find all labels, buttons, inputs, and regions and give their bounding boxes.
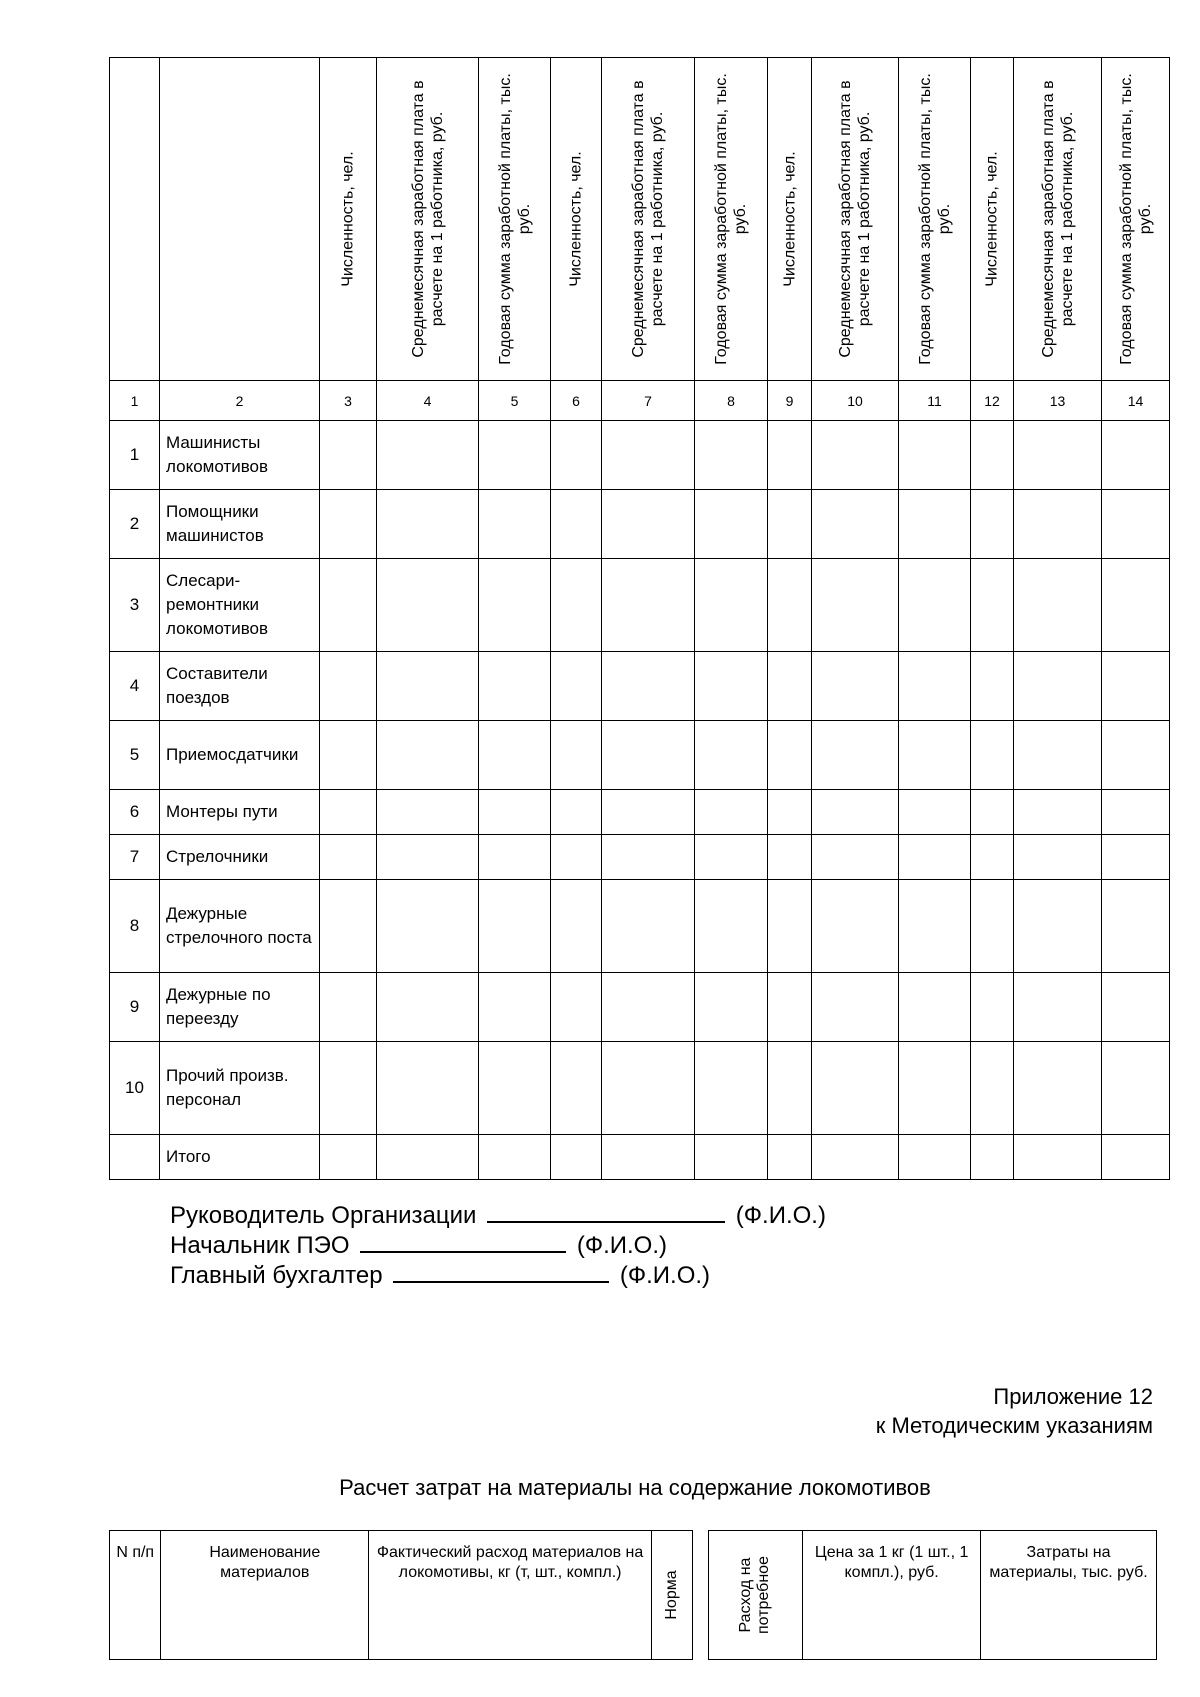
data-cell [768, 421, 812, 490]
data-cell [377, 1135, 479, 1180]
data-cell [479, 973, 551, 1042]
data-cell [1102, 490, 1170, 559]
header-cell-avg-salary: Среднемесячная заработная плата в расчете на 1 работника, руб. [1014, 58, 1102, 381]
data-cell [899, 721, 971, 790]
data-cell [768, 652, 812, 721]
row-number: 9 [110, 973, 160, 1042]
section-title: Расчет затрат на материалы на содержание локомотивов [339, 1475, 931, 1500]
column-number: 1 [110, 381, 160, 421]
data-cell [602, 652, 695, 721]
header-cell-material-cost: Затраты на материалы, тыс. руб. [981, 1531, 1157, 1660]
data-cell [602, 790, 695, 835]
data-cell [320, 1135, 377, 1180]
data-cell [695, 652, 768, 721]
table-row [110, 973, 1170, 1042]
table-row [110, 559, 1170, 652]
signature-label: Начальник ПЭО [170, 1232, 350, 1259]
row-number: 5 [110, 721, 160, 790]
data-cell [768, 835, 812, 880]
materials-cost-table [109, 1530, 1157, 1660]
data-cell [602, 490, 695, 559]
data-cell [320, 835, 377, 880]
column-number: 12 [971, 381, 1014, 421]
column-number: 13 [1014, 381, 1102, 421]
signature-block [170, 1201, 826, 1291]
data-cell [1102, 559, 1170, 652]
column-number: 7 [602, 381, 695, 421]
data-cell [695, 1135, 768, 1180]
header-gap [693, 1531, 708, 1660]
data-cell [695, 973, 768, 1042]
signature-blank [393, 1261, 609, 1283]
data-cell [1102, 421, 1170, 490]
row-name: Монтеры пути [160, 790, 320, 835]
data-cell [551, 559, 602, 652]
header-cell-annual-salary: Годовая сумма заработной платы, тыс. руб. [695, 58, 768, 381]
data-cell [971, 1042, 1014, 1135]
signature-suffix: (Ф.И.О.) [619, 1262, 711, 1289]
header-cell-number: N п/п [110, 1531, 161, 1660]
data-cell [551, 1135, 602, 1180]
signature-label: Главный бухгалтер [170, 1262, 383, 1289]
data-cell [695, 490, 768, 559]
data-cell [602, 973, 695, 1042]
data-cell [899, 835, 971, 880]
row-name: Слесари-ремонтники локомотивов [160, 559, 320, 652]
data-cell [971, 790, 1014, 835]
data-cell [602, 559, 695, 652]
data-cell [812, 721, 899, 790]
row-name: Машинисты локомотивов [160, 421, 320, 490]
row-number: 1 [110, 421, 160, 490]
column-number: 9 [768, 381, 812, 421]
column-number: 14 [1102, 381, 1170, 421]
data-cell [1014, 1042, 1102, 1135]
row-number: 7 [110, 835, 160, 880]
data-cell [320, 652, 377, 721]
signature-line-accountant [170, 1261, 826, 1291]
data-cell [812, 421, 899, 490]
data-cell [768, 1042, 812, 1135]
table-row [110, 790, 1170, 835]
header-cell-actual-consumption: Фактический расход материалов на локомотивы, кг (т, шт., компл.) [369, 1531, 652, 1660]
row-number: 6 [110, 790, 160, 835]
data-cell [812, 880, 899, 973]
row-name: Помощники машинистов [160, 490, 320, 559]
appendix-label [876, 1382, 1153, 1440]
data-cell [1102, 1135, 1170, 1180]
table-row [110, 835, 1170, 880]
data-cell [971, 973, 1014, 1042]
data-cell [479, 490, 551, 559]
data-cell [551, 721, 602, 790]
data-cell [768, 1135, 812, 1180]
data-cell [899, 973, 971, 1042]
data-cell [1014, 880, 1102, 973]
data-cell [899, 790, 971, 835]
data-cell [551, 880, 602, 973]
data-cell [479, 559, 551, 652]
header-cell-avg-salary: Среднемесячная заработная плата в расчете на 1 работника, руб. [812, 58, 899, 381]
data-cell [695, 790, 768, 835]
data-cell [1014, 652, 1102, 721]
data-cell [768, 721, 812, 790]
data-cell [812, 1135, 899, 1180]
data-cell [1102, 973, 1170, 1042]
data-cell [1102, 835, 1170, 880]
data-cell [1014, 721, 1102, 790]
data-cell [899, 1135, 971, 1180]
appendix-reference: к Методическим указаниям [875, 1413, 1153, 1438]
data-cell [377, 1042, 479, 1135]
data-cell [812, 790, 899, 835]
data-cell [768, 973, 812, 1042]
data-cell [971, 652, 1014, 721]
header-row [110, 1531, 1157, 1660]
data-cell [695, 835, 768, 880]
data-cell [812, 490, 899, 559]
data-cell [320, 490, 377, 559]
signature-line-peo [170, 1231, 826, 1261]
data-cell [479, 835, 551, 880]
header-cell [160, 58, 320, 381]
data-cell [1102, 880, 1170, 973]
data-cell [812, 652, 899, 721]
data-cell [971, 721, 1014, 790]
header-cell [110, 58, 160, 381]
data-cell [551, 1042, 602, 1135]
signature-blank [487, 1201, 725, 1223]
row-number: 2 [110, 490, 160, 559]
data-cell [1102, 1042, 1170, 1135]
data-cell [1102, 652, 1170, 721]
row-name: Стрелочники [160, 835, 320, 880]
header-cell-norm: Норма [652, 1531, 693, 1660]
data-cell [479, 1042, 551, 1135]
data-cell [1102, 790, 1170, 835]
data-cell [320, 721, 377, 790]
header-cell-avg-salary: Среднемесячная заработная плата в расчете на 1 работника, руб. [377, 58, 479, 381]
data-cell [479, 880, 551, 973]
data-cell [320, 421, 377, 490]
data-cell [768, 559, 812, 652]
data-cell [899, 880, 971, 973]
data-cell [377, 721, 479, 790]
data-cell [551, 973, 602, 1042]
data-cell [602, 1042, 695, 1135]
data-cell [812, 559, 899, 652]
header-cell-annual-salary: Годовая сумма заработной платы, тыс. руб. [899, 58, 971, 381]
row-number: 10 [110, 1042, 160, 1135]
data-cell [1014, 559, 1102, 652]
data-cell [320, 973, 377, 1042]
data-cell [602, 421, 695, 490]
data-cell [695, 721, 768, 790]
data-cell [812, 973, 899, 1042]
data-cell [695, 421, 768, 490]
data-cell [768, 790, 812, 835]
row-number: 8 [110, 880, 160, 973]
column-number-row [110, 381, 1170, 421]
column-number: 11 [899, 381, 971, 421]
table-row [110, 721, 1170, 790]
header-cell-headcount: Численность, чел. [320, 58, 377, 381]
data-cell [695, 880, 768, 973]
row-number [110, 1135, 160, 1180]
data-cell [1014, 835, 1102, 880]
data-cell [768, 490, 812, 559]
data-cell [695, 559, 768, 652]
data-cell [551, 490, 602, 559]
column-number: 4 [377, 381, 479, 421]
data-cell [1014, 790, 1102, 835]
data-cell [602, 835, 695, 880]
header-cell-headcount: Численность, чел. [971, 58, 1014, 381]
total-row [110, 1135, 1170, 1180]
column-number: 8 [695, 381, 768, 421]
data-cell [602, 1135, 695, 1180]
data-cell [971, 421, 1014, 490]
row-name-total: Итого [160, 1135, 320, 1180]
row-number: 4 [110, 652, 160, 721]
appendix-number: Приложение 12 [993, 1384, 1153, 1409]
data-cell [479, 721, 551, 790]
data-cell [320, 1042, 377, 1135]
table-row [110, 1042, 1170, 1135]
row-number: 3 [110, 559, 160, 652]
data-cell [377, 421, 479, 490]
signature-line-head [170, 1201, 826, 1231]
data-cell [1014, 421, 1102, 490]
data-cell [377, 880, 479, 973]
header-cell-annual-salary: Годовая сумма заработной платы, тыс. руб. [479, 58, 551, 381]
signature-suffix: (Ф.И.О.) [576, 1232, 668, 1259]
table-row [110, 652, 1170, 721]
row-name: Дежурные по переезду [160, 973, 320, 1042]
data-cell [602, 721, 695, 790]
signature-suffix: (Ф.И.О.) [735, 1202, 826, 1229]
table-row [110, 421, 1170, 490]
data-cell [551, 421, 602, 490]
table-row [110, 490, 1170, 559]
data-cell [1014, 973, 1102, 1042]
data-cell [479, 421, 551, 490]
data-cell [899, 1042, 971, 1135]
header-cell-headcount: Численность, чел. [768, 58, 812, 381]
data-cell [479, 652, 551, 721]
data-cell [812, 835, 899, 880]
data-cell [377, 835, 479, 880]
data-cell [695, 1042, 768, 1135]
data-cell [1102, 721, 1170, 790]
column-number: 2 [160, 381, 320, 421]
data-cell [377, 559, 479, 652]
header-cell-avg-salary: Среднемесячная заработная плата в расчете на 1 работника, руб. [602, 58, 695, 381]
data-cell [899, 559, 971, 652]
header-cell-material-name: Наименование материалов [161, 1531, 369, 1660]
staff-salary-table [109, 57, 1170, 1180]
data-cell [551, 790, 602, 835]
data-cell [768, 880, 812, 973]
header-cell-required-consumption: Расход на потребное [708, 1531, 803, 1660]
data-cell [899, 490, 971, 559]
column-number: 6 [551, 381, 602, 421]
header-row [110, 58, 1170, 381]
data-cell [320, 559, 377, 652]
header-cell-price: Цена за 1 кг (1 шт., 1 компл.), руб. [803, 1531, 981, 1660]
column-number: 10 [812, 381, 899, 421]
data-cell [602, 880, 695, 973]
data-cell [899, 421, 971, 490]
data-cell [377, 490, 479, 559]
row-name: Дежурные стрелочного поста [160, 880, 320, 973]
data-cell [320, 880, 377, 973]
data-cell [971, 1135, 1014, 1180]
data-cell [899, 652, 971, 721]
data-cell [971, 835, 1014, 880]
data-cell [971, 880, 1014, 973]
data-cell [812, 1042, 899, 1135]
data-cell [479, 790, 551, 835]
table-row [110, 880, 1170, 973]
data-cell [377, 652, 479, 721]
data-cell [1014, 490, 1102, 559]
data-cell [377, 973, 479, 1042]
data-cell [971, 490, 1014, 559]
row-name: Приемосдатчики [160, 721, 320, 790]
row-name: Составители поездов [160, 652, 320, 721]
header-cell-annual-salary: Годовая сумма заработной платы, тыс. руб. [1102, 58, 1170, 381]
data-cell [551, 652, 602, 721]
column-number: 3 [320, 381, 377, 421]
signature-label: Руководитель Организации [170, 1202, 477, 1229]
data-cell [971, 559, 1014, 652]
column-number: 5 [479, 381, 551, 421]
data-cell [479, 1135, 551, 1180]
data-cell [320, 790, 377, 835]
header-cell-headcount: Численность, чел. [551, 58, 602, 381]
signature-blank [360, 1231, 566, 1253]
data-cell [1014, 1135, 1102, 1180]
data-cell [551, 835, 602, 880]
row-name: Прочий произв. персонал [160, 1042, 320, 1135]
data-cell [377, 790, 479, 835]
